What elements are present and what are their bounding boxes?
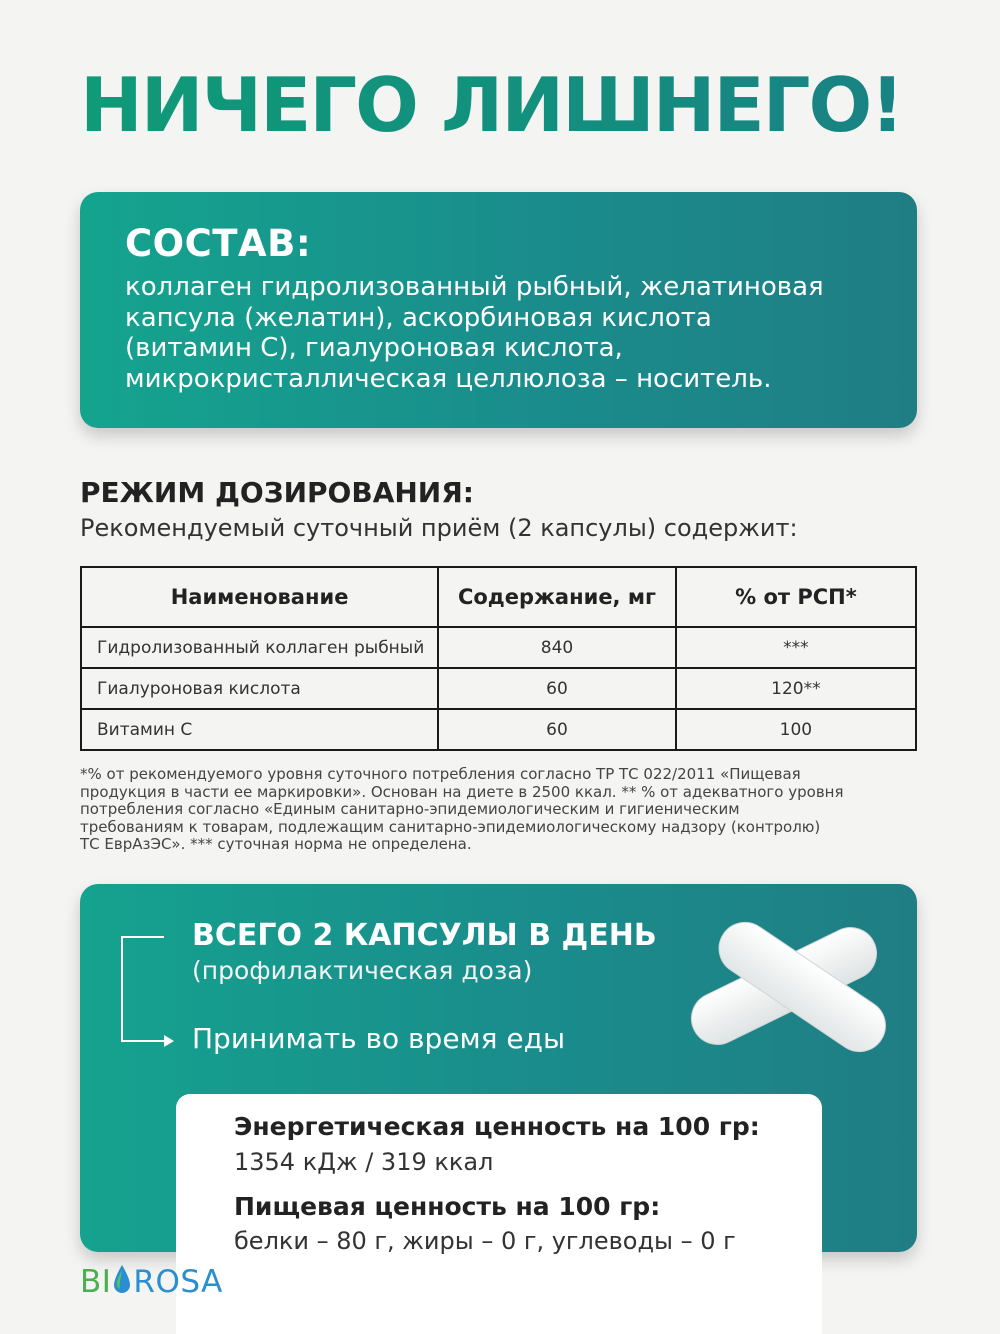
daily-dose-subtitle: (профилактическая доза) (192, 956, 533, 985)
energy-title: Энергетическая ценность на 100 гр: (234, 1112, 760, 1141)
cell-content: 60 (438, 709, 676, 750)
table-header-row (81, 567, 916, 627)
composition-line: коллаген гидролизованный рыбный, желатиновая (125, 272, 824, 302)
logo-part-rosa: ROSA (133, 1264, 223, 1300)
table-row (81, 668, 916, 709)
cell-name: Гидролизованный коллаген рыбный (81, 627, 438, 668)
footnote-line: потребления согласно «Единым санитарно-эпидемиологическим и гигиеническим (80, 800, 740, 818)
cell-percent: 120** (676, 668, 916, 709)
footnote-line: ТС ЕврАзЭС». *** суточная норма не определена. (80, 835, 472, 853)
cell-content: 60 (438, 668, 676, 709)
daily-dose-title: ВСЕГО 2 КАПСУЛЫ В ДЕНЬ (192, 918, 657, 953)
capsules-icon (680, 906, 890, 1056)
cell-name: Витамин С (81, 709, 438, 750)
energy-value: 1354 кДж / 319 ккал (234, 1148, 494, 1176)
footnote (80, 766, 925, 854)
cell-content: 840 (438, 627, 676, 668)
footnote-line: *% от рекомендуемого уровня суточного потребления согласно ТР ТС 022/2011 «Пищевая (80, 765, 801, 783)
composition-text (125, 272, 895, 394)
footnote-line: требованиям к товарам, подлежащим санитарно-эпидемиологическому надзору (контролю) (80, 817, 821, 836)
nutrition-value: белки – 80 г, жиры – 0 г, углеводы – 0 г (234, 1227, 736, 1255)
cell-percent: *** (676, 627, 916, 668)
nutrition-title: Пищевая ценность на 100 гр: (234, 1192, 661, 1221)
cell-percent: 100 (676, 709, 916, 750)
cell-name: Гиалуроновая кислота (81, 668, 438, 709)
dosage-title: РЕЖИМ ДОЗИРОВАНИЯ: (80, 476, 474, 509)
page-headline: НИЧЕГО ЛИШНЕГО! (80, 68, 930, 143)
header-content: Содержание, мг (438, 567, 676, 627)
header-name: Наименование (81, 567, 438, 627)
water-drop-icon (112, 1264, 132, 1296)
nutrition-table (80, 566, 917, 751)
table-row (81, 627, 916, 668)
table-row (81, 709, 916, 750)
header-percent: % от РСП* (676, 567, 916, 627)
bracket-arrow-icon (120, 936, 180, 1056)
brand-logo (80, 1264, 223, 1300)
logo-part-bi: BI (80, 1264, 112, 1300)
footnote-line: продукция в части ее маркировки». Основан на диете в 2500 ккал. ** % от адекватного уровня (80, 782, 844, 801)
composition-line: (витамин С), гиалуроновая кислота, (125, 333, 623, 363)
composition-line: капсула (желатин), аскорбиновая кислота (125, 302, 712, 333)
intake-instruction: Принимать во время еды (192, 1022, 566, 1055)
composition-card (80, 192, 917, 428)
energy-value-box (176, 1094, 822, 1334)
dosage-subtitle: Рекомендуемый суточный приём (2 капсулы) содержит: (80, 514, 798, 542)
composition-line: микрокристаллическая целлюлоза – носитель. (125, 363, 772, 394)
composition-title: СОСТАВ: (125, 222, 312, 265)
